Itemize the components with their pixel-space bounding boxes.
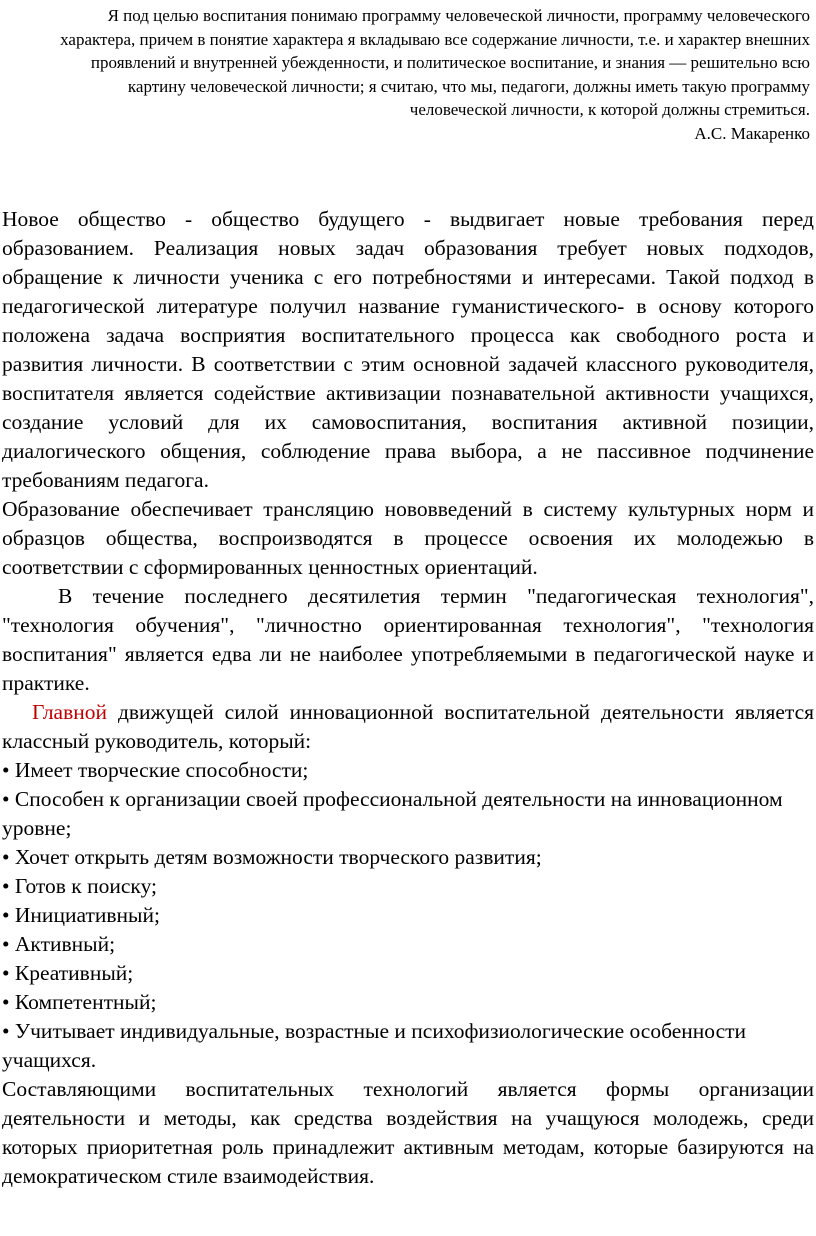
list-item: • Креативный; <box>2 961 134 985</box>
list-item: • Имеет творческие способности; <box>2 758 309 782</box>
epigraph-quote: Я под целью воспитания понимаю программу человеческой личности, программу человеческого характера, причем в понятие характера я вкладываю все содержание личности, т.е. и характер внешних проявлений и внутренней убежденности, и политическое воспитание, и знания — решительно всю картину человеческой личности; я считаю, что мы, педагоги, должны иметь такую программу человеческой личности, к которой должны стремиться. <box>60 6 810 119</box>
paragraph-3: В течение последнего десятилетия термин "педагогическая технология", "технология обучения", "личностно ориентированная технология", "технология воспитания" является едва ли не наиболее употребляемыми в педагогической науке и практике. <box>2 584 814 695</box>
document-body <box>2 205 814 1191</box>
list-item: • Инициативный; <box>2 903 160 927</box>
paragraph-4 <box>2 698 814 756</box>
epigraph-author: А.С. Макаренко <box>694 123 810 143</box>
list-item: • Компетентный; <box>2 990 157 1014</box>
paragraph-1: Новое общество - общество будущего - выдвигает новые требования перед образованием. Реализация новых задач образования требует новых подходов, обращение к личности ученика с его потребностями и интересами. Такой подход в педагогической литературе получил название гуманистического- в основу которого положена задача восприятия воспитательного процесса как свободного роста и развития личности. В соответствии с этим основной задачей классного руководителя, воспитателя является содействие активизации познавательной активности учащихся, создание условий для их самовоспитания, воспитания активной позиции, диалогического общения, соблюдение права выбора, а не пассивное подчинение требованиям педагога. <box>2 207 814 492</box>
highlighted-word: Главной <box>32 700 107 724</box>
list-item: • Готов к поиску; <box>2 874 158 898</box>
paragraph-2: Образование обеспечивает трансляцию нововведений в систему культурных норм и образцов общества, воспроизводятся в процессе освоения их молодежью в соответствии с сформированных ценностных ориентаций. <box>2 497 814 579</box>
paragraph-5: Составляющими воспитательных технологий является формы организации деятельности и методы, как средства воздействия на учащуюся молодежь, среди которых приоритетная роль принадлежит активным методам, которые базируются на демократическом стиле взаимодействия. <box>2 1077 814 1188</box>
list-item: • Активный; <box>2 932 116 956</box>
epigraph <box>40 4 810 145</box>
list-item: • Учитывает индивидуальные, возрастные и психофизиологические особенности учащихся. <box>2 1019 747 1072</box>
list-item: • Хочет открыть детям возможности творческого развития; <box>2 845 542 869</box>
paragraph-4-text: движущей силой инновационной воспитательной деятельности является классный руководитель, который: <box>2 700 814 753</box>
list-item: • Способен к организации своей профессиональной деятельности на инновационном уровне; <box>2 787 783 840</box>
